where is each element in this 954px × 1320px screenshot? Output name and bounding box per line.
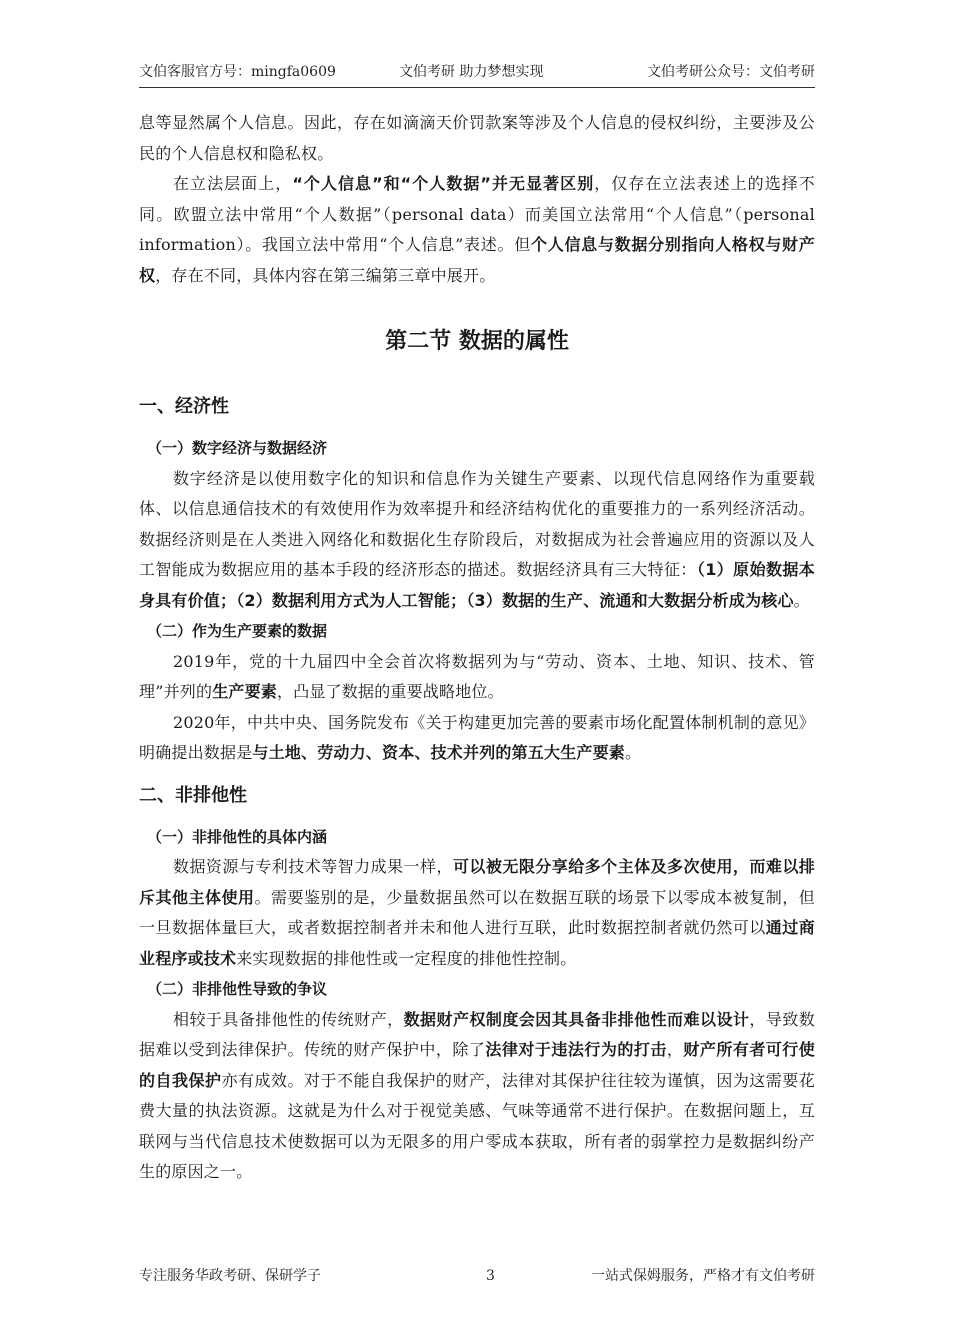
section-title: 第二节 数据的属性 xyxy=(385,329,569,354)
heading-economic: 一、经济性 xyxy=(139,396,229,417)
header-left-text: 文伯客服官方号：mingfa0609 xyxy=(139,64,336,80)
emphasis: 可以被无限分享给多个主体及多次使用，而难以排斥其他主体使用 xyxy=(139,857,815,907)
heading-non-exclusive: 二、非排他性 xyxy=(139,784,247,806)
emphasis: 通过商业程序或技术 xyxy=(139,918,815,968)
page-number: 3 xyxy=(486,1268,495,1284)
emphasis: 与土地、劳动力、资本、技术并列的第五大生产要素 xyxy=(252,743,626,762)
emphasis: （1）原始数据本身具有价值；（2）数据利用方式为人工智能；（3）数据的生产、流通和大数据分析成为核心 xyxy=(139,560,815,610)
emphasis: 法律对于违法行为的打击 xyxy=(485,1040,667,1059)
paragraph-intro-1: 息等显然属个人信息。因此，存在如滴滴天价罚款案等涉及个人信息的侵权纠纷，主要涉及公民的个人信息权和隐私权。 xyxy=(139,113,815,163)
paragraph-intro-2: 在立法层面上，“个人信息”和“个人数据”并无显著区别，仅存在立法表述上的选择不同。欧盟立法中常用“个人数据”（personal data）而美国立法常用“个人信息”（personal information）。我国立法中常用“个人信息”表述。但个人信息与数据分别指向人格权与财产权，存在不同，具体内容在第三编第三章中展开。 xyxy=(139,174,815,285)
header-divider xyxy=(139,87,815,88)
paragraph-2019: 2019年，党的十九届四中全会首次将数据列为与“劳动、资本、土地、知识、技术、管理”并列的生产要素，凸显了数据的重要战略地位。 xyxy=(139,651,815,701)
footer-right-text: 一站式保姆服务，严格才有文伯考研 xyxy=(591,1268,815,1284)
emphasis: 个人信息与数据分别指向人格权与财产权 xyxy=(139,235,815,285)
subheading-production-factor: （二）作为生产要素的数据 xyxy=(147,622,328,640)
emphasis: “个人信息”和“个人数据”并无显著区别 xyxy=(292,174,595,193)
emphasis: 生产要素 xyxy=(212,682,277,701)
paragraph-digital-economy: 数字经济是以使用数字化的知识和信息作为关键生产要素、以现代信息网络作为重要载体、以信息通信技术的有效使用作为效率提升和经济结构优化的重要推力的一系列经济活动。数据经济则是在人类进入网络化和数据化生存阶段后，对数据成为社会普遍应用的资源以及人工智能成为数据应用的基本手段的经济形态的描述。数据经济具有三大特征：（1）原始数据本身具有价值；（2）数据利用方式为人工智能；（3）数据的生产、流通和大数据分析成为核心。 xyxy=(139,468,815,610)
emphasis: 数据财产权制度会因其具备非排他性而难以设计 xyxy=(403,1009,750,1029)
paragraph-non-exclusive-meaning: 数据资源与专利技术等智力成果一样，可以被无限分享给多个主体及多次使用，而难以排斥其他主体使用。需要鉴别的是，少量数据虽然可以在数据互联的场景下以零成本被复制，但一旦数据体量巨大，或者数据控制者并未和他人进行互联，此时数据控制者就仍然可以通过商业程序或技术来实现数据的排他性或一定程度的排他性控制。 xyxy=(139,857,815,968)
paragraph-non-exclusive-dispute: 相较于具备排他性的传统财产，数据财产权制度会因其具备非排他性而难以设计，导致数据难以受到法律保护。传统的财产保护中，除了法律对于违法行为的打击，财产所有者可行使的自我保护亦有成效。对于不能自我保护的财产，法律对其保护往往较为谨慎，因为这需要花费大量的执法资源。这就是为什么对于视觉美感、气味等通常不进行保护。在数据问题上，互联网与当代信息技术使数据可以为无限多的用户零成本获取，所有者的弱掌控力是数据纠纷产生的原因之一。 xyxy=(139,1009,816,1181)
header-center-text: 文伯考研 助力梦想实现 xyxy=(399,64,544,80)
paragraph-2020: 2020年，中共中央、国务院发布《关于构建更加完善的要素市场化配置体制机制的意见》明确提出数据是与土地、劳动力、资本、技术并列的第五大生产要素。 xyxy=(139,712,815,762)
subheading-non-exclusive-dispute: （二）非排他性导致的争议 xyxy=(147,980,328,998)
emphasis: 财产所有者可行使的自我保护 xyxy=(139,1040,816,1090)
subheading-non-exclusive-meaning: （一）非排他性的具体内涵 xyxy=(147,827,328,846)
header-right-text: 文伯考研公众号：文伯考研 xyxy=(647,64,815,80)
page-body xyxy=(139,108,815,1188)
footer-left-text: 专注服务华政考研、保研学子 xyxy=(139,1268,321,1284)
page-header xyxy=(139,60,815,84)
page-footer xyxy=(139,1264,815,1288)
subheading-digital-economy: （一）数字经济与数据经济 xyxy=(147,439,328,457)
